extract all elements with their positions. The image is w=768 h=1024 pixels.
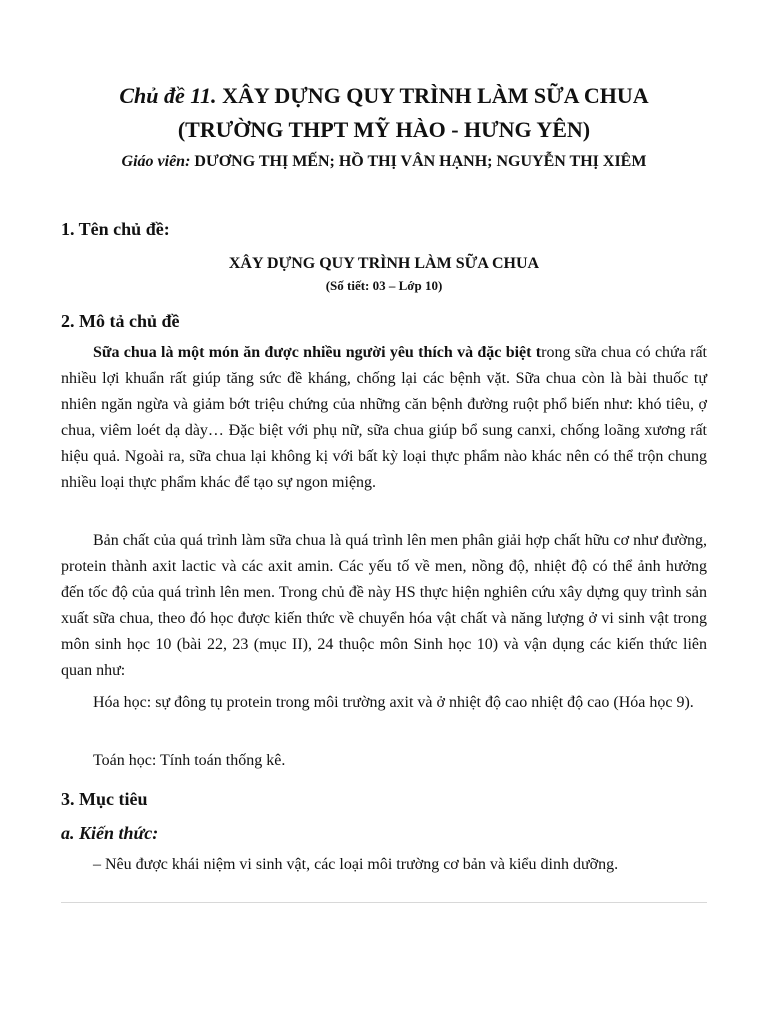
section-3-heading: 3. Mục tiêu: [61, 789, 148, 809]
paragraph-3: Hóa học: sự đông tụ protein trong môi trường axit và ở nhiệt độ cao nhiệt độ cao (Hóa học 9).: [93, 694, 694, 711]
teachers-line: [0, 150, 768, 174]
paragraph-1: [61, 340, 707, 496]
topic-subtitle: (Số tiết: 03 – Lớp 10): [325, 278, 443, 293]
paragraph-2: Bản chất của quá trình làm sữa chua là quá trình lên men phân giải hợp chất hữu cơ như đường, protein thành axit lactic và các axit amin. Các yếu tố về men, nồng độ, nhiệt độ có thể ảnh hưởng đến tốc độ của quá trình lên men. Trong chủ đề này HS thực hiện nghiên cứu xây dựng quy trình sản xuất sữa chua, theo đó học được kiến thức về chuyển hóa vật chất và năng lượng ở vi sinh vật trong môn sinh học 10 (bài 22, 23 (mục II), 24 thuộc môn Sinh học 10) và vận dụng các kiến thức liên quan như:: [61, 532, 707, 679]
section-2-heading: 2. Mô tả chủ đề: [61, 311, 180, 331]
list-item: – Nêu được khái niệm vi sinh vật, các loại môi trường cơ bản và kiểu dinh dưỡng.: [93, 856, 619, 873]
topic-title: XÂY DỰNG QUY TRÌNH LÀM SỮA CHUA: [228, 255, 540, 272]
school-name: (TRƯỜNG THPT MỸ HÀO - HƯNG YÊN): [177, 117, 591, 142]
paragraph-1-lead: Sữa chua là một món ăn được nhiều người yêu thích và đặc biệt t: [93, 344, 542, 361]
page-divider: [61, 902, 707, 903]
paragraph-4: Toán học: Tính toán thống kê.: [93, 752, 286, 769]
teachers-names: DƯƠNG THỊ MẾN; HỒ THỊ VÂN HẠNH; NGUYỄN THỊ XIÊM: [194, 153, 647, 170]
document-title: [0, 80, 768, 112]
paragraph-1-rest: rong sữa chua có chứa rất nhiều lợi khuẩn rất giúp tăng sức đề kháng, chống lại các bệnh vặt. Sữa chua còn là bài thuốc tự nhiên ngăn ngừa và giảm bớt triệu chứng của những căn bệnh đường ruột phổ biến như: khó tiêu, ợ chua, viêm loét dạ dày… Đặc biệt với phụ nữ, sữa chua giúp bổ sung canxi, chống loãng xương rất hiệu quả. Ngoài ra, sữa chua lại không kị với bất kỳ loại thực phẩm nào khác nên có thể trộn chung nhiều loại thực phẩm khác để tạo sự ngon miệng.: [61, 344, 707, 491]
section-1-heading: 1. Tên chủ đề:: [61, 219, 170, 239]
title-main: XÂY DỰNG QUY TRÌNH LÀM SỮA CHUA: [222, 83, 649, 108]
teachers-label: Giáo viên:: [121, 153, 191, 170]
section-3a-heading: a. Kiến thức:: [61, 823, 159, 843]
title-prefix: Chủ đề 11.: [119, 83, 217, 108]
